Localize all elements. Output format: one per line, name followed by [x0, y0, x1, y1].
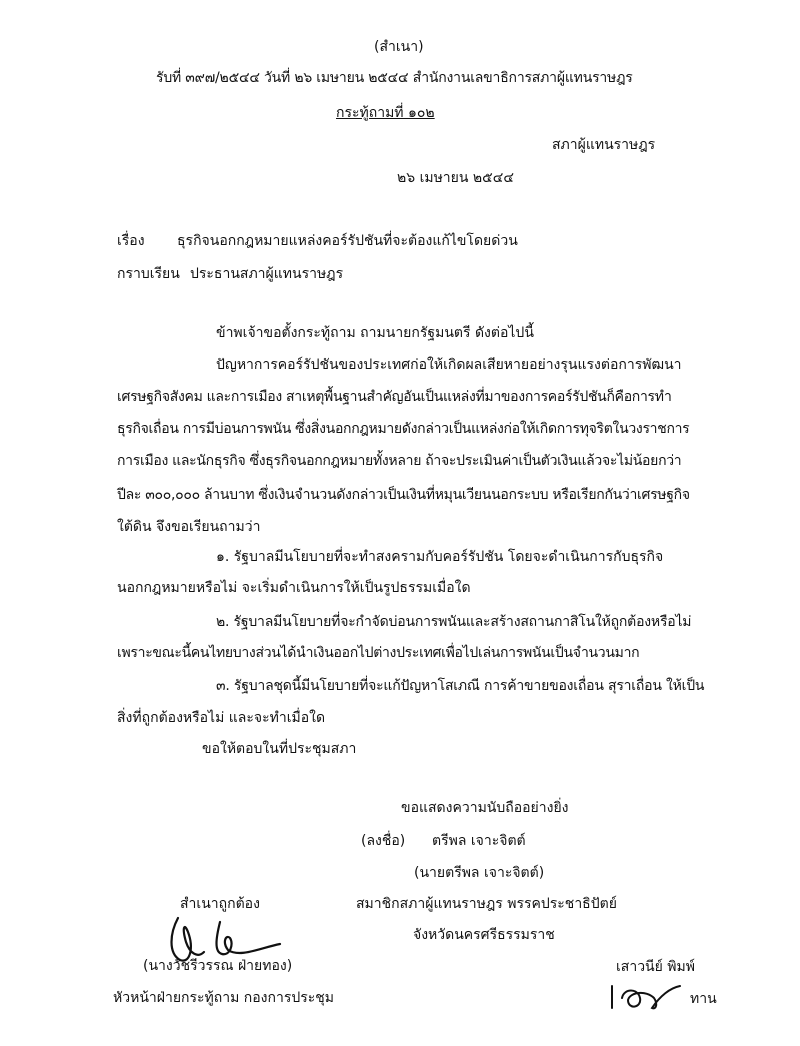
body-intro: ข้าพเจ้าขอตั้งกระทู้ถาม ถามนายกรัฐมนตรี ดังต่อไปนี้ [216, 325, 534, 341]
paragraph-line: เศรษฐกิจสังคม และการเมือง สาเหตุพื้นฐานสำคัญอันเป็นแหล่งที่มาของการคอร์รัปชันก็คือการทำ [117, 389, 672, 405]
handwritten-initials [606, 978, 686, 1018]
question-3-line: สิ่งที่ถูกต้องหรือไม่ และจะทำเมื่อใด [117, 710, 326, 726]
signer-province: จังหวัดนครศรีธรรมราช [413, 927, 555, 943]
question-number: กระทู้ถามที่ ๑๐๒ [336, 105, 435, 121]
salutation-label: กราบเรียน [117, 266, 180, 282]
paragraph-line: ใต้ดิน จึงขอเรียนถามว่า [117, 519, 261, 535]
salutation-text: ประธานสภาผู้แทนราษฎร [190, 266, 344, 282]
certified-copy: สำเนาถูกต้อง [180, 896, 260, 912]
subject-text: ธุรกิจนอกกฎหมายแหล่งคอร์รัปชันที่จะต้องแก้ไขโดยด่วน [177, 233, 518, 249]
certifier-name: (นางวัชรีวรรณ ฝ่ายทอง) [143, 958, 293, 974]
checked-note: ทาน [690, 991, 717, 1007]
receipt-line: รับที่ ๓๙๗/๒๕๔๔ วันที่ ๒๖ เมษายน ๒๕๔๔ สำนักงานเลขาธิการสภาผู้แทนราษฎร [156, 70, 633, 86]
copy-mark: (สำเนา) [374, 39, 424, 55]
signed-label: (ลงชื่อ) [361, 833, 406, 849]
question-2-line: ๒. รัฐบาลมีนโยบายที่จะกำจัดบ่อนการพนันและสร้างสถานกาสิโนให้ถูกต้องหรือไม่ [216, 614, 692, 630]
document-date: ๒๖ เมษายน ๒๕๔๔ [397, 170, 514, 186]
question-3-line: ๓. รัฐบาลชุดนี้มีนโยบายที่จะแก้ปัญหาโสเภณี การค้าขายของเถื่อน สุราเถื่อน ให้เป็น [216, 678, 705, 694]
paragraph-line: การเมือง และนักธุรกิจ ซึ่งธุรกิจนอกกฎหมายทั้งหลาย ถ้าจะประเมินค่าเป็นตัวเงินแล้วจะไม่น้อยกว่า [117, 453, 682, 469]
question-1-line: ๑. รัฐบาลมีนโยบายที่จะทำสงครามกับคอร์รัปชัน โดยจะดำเนินการกับธุรกิจ [216, 549, 664, 565]
addressee-place: สภาผู้แทนราษฎร [552, 137, 656, 153]
typist-note: เสาวนีย์ พิมพ์ [616, 959, 695, 975]
closing-respect: ขอแสดงความนับถืออย่างยิ่ง [401, 800, 569, 816]
certifier-title: หัวหน้าฝ่ายกระทู้ถาม กองการประชุม [113, 990, 335, 1006]
signer-position: สมาชิกสภาผู้แทนราษฎร พรรคประชาธิปัตย์ [356, 896, 617, 912]
question-2-line: เพราะขณะนี้คนไทยบางส่วนได้นำเงินออกไปต่างประเทศเพื่อไปเล่นการพนันเป็นจำนวนมาก [117, 645, 640, 661]
signed-name: ตรีพล เจาะจิตต์ [432, 833, 526, 849]
paragraph-line: ปัญหาการคอร์รัปชันของประเทศก่อให้เกิดผลเสียหายอย่างรุนแรงต่อการพัฒนา [216, 357, 682, 373]
answer-request: ขอให้ตอบในที่ประชุมสภา [202, 741, 357, 757]
subject-label: เรื่อง [117, 233, 145, 249]
paragraph-line: ธุรกิจเถื่อน การมีบ่อนการพนัน ซึ่งสิ่งนอกกฎหมายดังกล่าวเป็นแหล่งก่อให้เกิดการทุจริตในวงราชการ [117, 421, 690, 437]
question-1-line: นอกกฎหมายหรือไม่ จะเริ่มดำเนินการให้เป็นรูปธรรมเมื่อใด [117, 580, 471, 596]
signer-full-name: (นายตรีพล เจาะจิตต์) [414, 865, 545, 881]
paragraph-line: ปีละ ๓๐๐,๐๐๐ ล้านบาท ซึ่งเงินจำนวนดังกล่าวเป็นเงินที่หมุนเวียนนอกระบบ หรือเรียกกันว่าเศรษฐกิจ [117, 487, 690, 503]
